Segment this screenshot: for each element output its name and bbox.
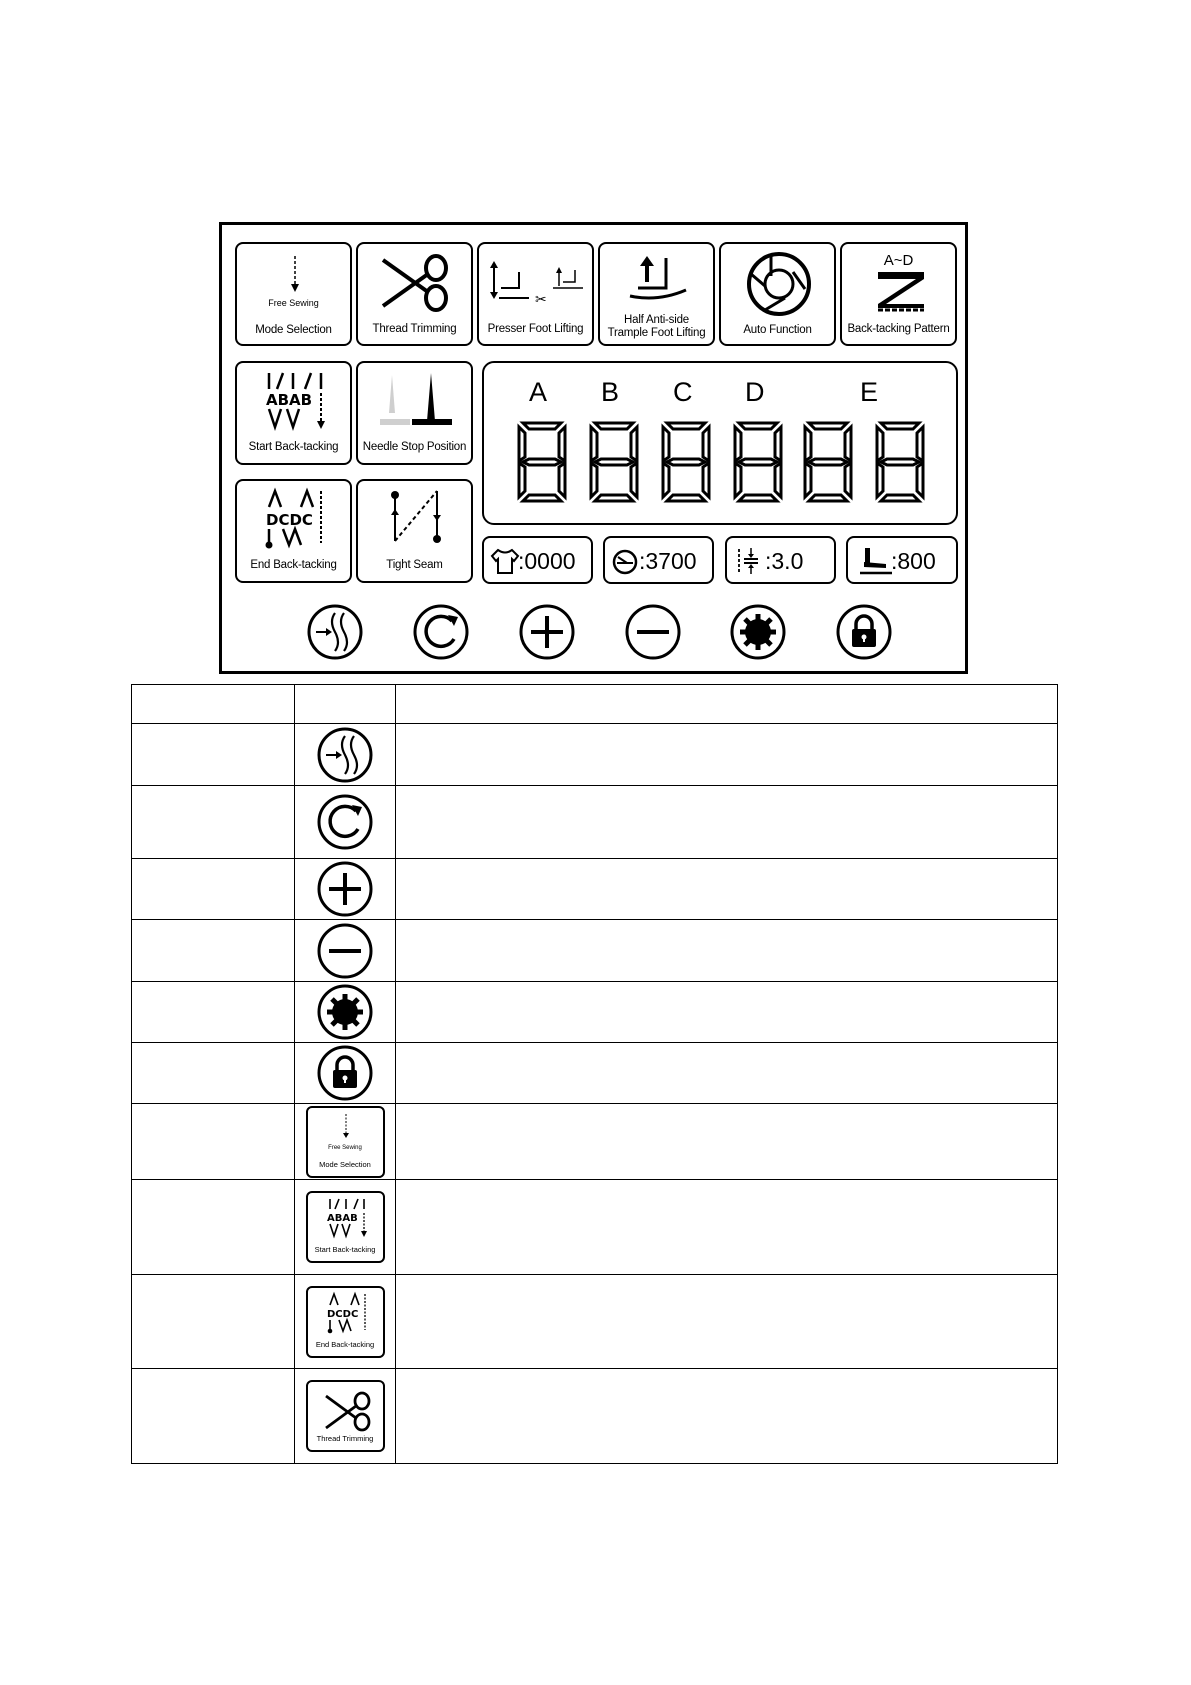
piece-count-value: :0000 bbox=[518, 548, 576, 574]
table-row bbox=[132, 1104, 1058, 1180]
lcd-display bbox=[482, 361, 958, 525]
start-back-tacking-button[interactable] bbox=[235, 361, 352, 465]
mode-selection-button[interactable] bbox=[235, 242, 352, 346]
plus-key-icon bbox=[316, 860, 374, 918]
start-backtack-pattern-text: ABAB bbox=[266, 391, 313, 409]
speedometer-icon bbox=[611, 546, 641, 576]
mini-start-backtack-pattern-text: ABAB bbox=[326, 1213, 358, 1224]
lcd-digit-2 bbox=[587, 419, 641, 505]
minus-key-icon[interactable] bbox=[624, 603, 682, 661]
table-row bbox=[132, 1369, 1058, 1464]
start-backtack-icon bbox=[308, 1193, 387, 1249]
lcd-letter-c: C bbox=[673, 377, 693, 407]
lcd-digit-1 bbox=[515, 419, 569, 505]
header-cell-description bbox=[396, 685, 1058, 724]
mini-end-back-tacking-icon bbox=[306, 1286, 385, 1358]
reference-table bbox=[131, 684, 1058, 1464]
half-anti-side-button[interactable] bbox=[598, 242, 715, 346]
tight-seam-button[interactable] bbox=[356, 479, 473, 583]
mini-end-backtack-pattern-text: DCDC bbox=[326, 1308, 358, 1320]
table-header-row bbox=[132, 685, 1058, 724]
minus-key-icon bbox=[316, 922, 374, 980]
auto-function-label: Auto Function bbox=[743, 324, 812, 336]
thread-trimming-label: Thread Trimming bbox=[372, 323, 457, 335]
control-panel bbox=[219, 222, 968, 674]
presser-foot-height-icon bbox=[856, 546, 896, 576]
mini-free-sewing-sublabel: Free Sewing bbox=[328, 1144, 362, 1151]
mini-mode-selection-icon bbox=[306, 1106, 385, 1178]
auto-function-button[interactable] bbox=[719, 242, 836, 346]
foot-height-value: :800 bbox=[891, 548, 936, 574]
plus-key-icon[interactable] bbox=[518, 603, 576, 661]
thread-trimming-button[interactable] bbox=[356, 242, 473, 346]
speed-status bbox=[603, 536, 714, 584]
mini-start-back-tacking-icon bbox=[306, 1191, 385, 1263]
half-anti-side-label-1: Half Anti-side bbox=[624, 314, 689, 326]
end-backtack-icon bbox=[237, 481, 354, 559]
lcd-letter-d: D bbox=[745, 377, 765, 407]
presser-foot-icon bbox=[479, 244, 596, 322]
gear-key-icon[interactable] bbox=[729, 603, 787, 661]
seam-key-icon[interactable] bbox=[306, 603, 364, 661]
lock-key-icon bbox=[316, 1044, 374, 1102]
header-cell-name bbox=[132, 685, 295, 724]
table-row bbox=[132, 859, 1058, 920]
end-back-tacking-label: End Back-tacking bbox=[250, 559, 337, 571]
header-cell-icon bbox=[295, 685, 396, 724]
mini-end-back-tacking-label: End Back-tacking bbox=[315, 1339, 375, 1349]
shirt-icon bbox=[490, 546, 520, 576]
presser-foot-lifting-label: Presser Foot Lifting bbox=[487, 323, 584, 335]
reset-key-icon bbox=[316, 793, 374, 851]
start-back-tacking-label: Start Back-tacking bbox=[248, 441, 339, 453]
seam-key-icon bbox=[316, 726, 374, 784]
table-row bbox=[132, 1043, 1058, 1104]
stitch-length-value: :3.0 bbox=[765, 548, 804, 574]
needle-stop-position-button[interactable] bbox=[356, 361, 473, 465]
piece-count-status bbox=[482, 536, 593, 584]
back-tacking-pattern-label: Back-tacking Pattern bbox=[847, 323, 950, 335]
lcd-letter-a: A bbox=[529, 377, 548, 407]
mini-thread-trimming-icon bbox=[306, 1380, 385, 1452]
lcd-digit-4 bbox=[731, 419, 785, 505]
back-tacking-pattern-button[interactable] bbox=[840, 242, 957, 346]
free-sewing-sublabel: Free Sewing bbox=[268, 298, 319, 308]
svg-text:✂: ✂ bbox=[535, 292, 547, 308]
stitch-length-status bbox=[725, 536, 836, 584]
lcd-letter-e: E bbox=[860, 377, 879, 407]
stitch-length-icon bbox=[735, 546, 769, 576]
end-backtack-pattern-text: DCDC bbox=[266, 511, 313, 529]
mini-thread-trimming-label: Thread Trimming bbox=[316, 1434, 374, 1443]
lcd-letter-b: B bbox=[601, 377, 620, 407]
table-row bbox=[132, 724, 1058, 786]
mini-start-back-tacking-label: Start Back-tacking bbox=[314, 1245, 376, 1254]
table-row bbox=[132, 982, 1058, 1043]
presser-foot-lifting-button[interactable] bbox=[477, 242, 594, 346]
lcd-digit-6 bbox=[873, 419, 927, 505]
table-row bbox=[132, 1275, 1058, 1369]
mode-selection-label: Mode Selection bbox=[255, 324, 332, 336]
lcd-digit-5 bbox=[801, 419, 855, 505]
tight-seam-label: Tight Seam bbox=[386, 559, 443, 571]
table-row bbox=[132, 920, 1058, 982]
needle-stop-position-label: Needle Stop Position bbox=[362, 441, 467, 453]
lock-key-icon[interactable] bbox=[835, 603, 893, 661]
mini-mode-selection-label: Mode Selection bbox=[319, 1159, 371, 1169]
end-back-tacking-button[interactable] bbox=[235, 479, 352, 583]
speed-value: :3700 bbox=[639, 548, 697, 574]
scissors-icon bbox=[358, 244, 475, 322]
gear-key-icon bbox=[316, 983, 374, 1041]
lcd-digit-3 bbox=[659, 419, 713, 505]
table-row bbox=[132, 786, 1058, 859]
scissors-icon bbox=[308, 1382, 387, 1438]
trample-foot-icon bbox=[600, 244, 717, 316]
half-anti-side-label-2: Trample Foot Lifting bbox=[607, 327, 706, 339]
reset-key-icon[interactable] bbox=[412, 603, 470, 661]
aperture-icon bbox=[721, 244, 838, 322]
foot-height-status bbox=[846, 536, 958, 584]
needle-icon bbox=[358, 363, 475, 441]
tight-seam-icon bbox=[358, 481, 475, 559]
table-row bbox=[132, 1180, 1058, 1275]
start-backtack-icon bbox=[237, 363, 354, 441]
end-backtack-icon bbox=[308, 1288, 387, 1344]
zigzag-pattern-icon bbox=[842, 244, 959, 322]
back-tacking-pattern-top-text: A~D bbox=[883, 252, 914, 269]
